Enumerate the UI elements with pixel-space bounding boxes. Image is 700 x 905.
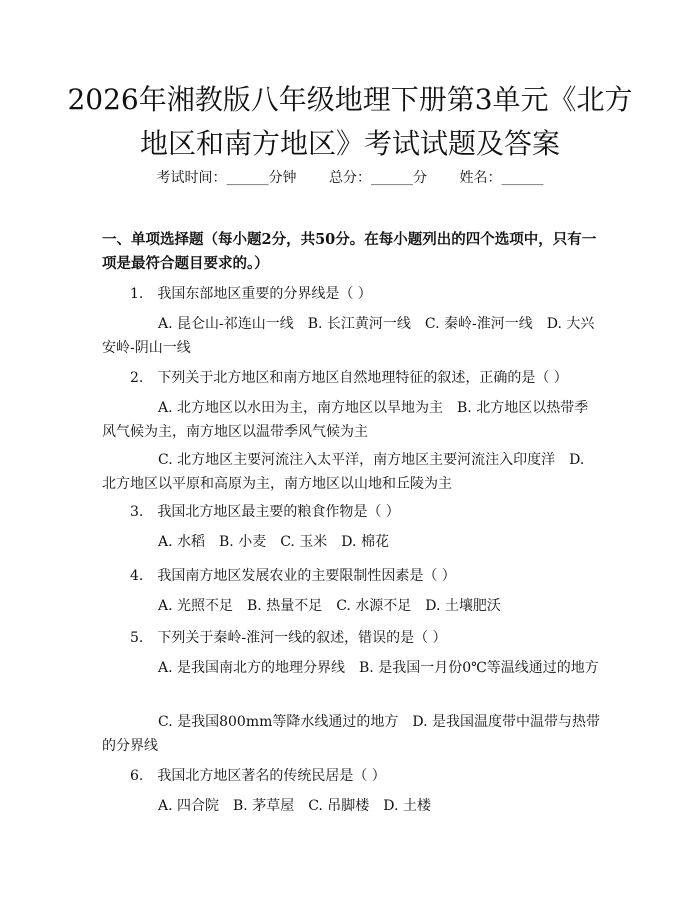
question-2-options-ab: A. 北方地区以水田为主，南方地区以旱地为主 B. 北方地区以热带季风气候为主，南方地区以温带季风气候为主: [102, 400, 589, 440]
question-3-stem: 3. 我国北方地区最主要的粮食作物是（ ）: [130, 504, 400, 520]
exam-time: 考试时间：______分钟: [156, 170, 297, 186]
question-6-options: A. 四合院 B. 茅草屋 C. 吊脚楼 D. 土楼: [158, 798, 431, 814]
question-1-stem: 1. 我国东部地区重要的分界线是（ ）: [130, 286, 372, 302]
question-3-options: A. 水稻 B. 小麦 C. 玉米 D. 棉花: [158, 534, 389, 550]
question-6-stem: 6. 我国北方地区著名的传统民居是（ ）: [130, 768, 386, 784]
question-5-options-cd: C. 是我国800mm等降水线通过的地方 D. 是我国温度带中温带与热带的分界线: [102, 714, 601, 754]
question-2-stem: 2. 下列关于北方地区和南方地区自然地理特征的叙述，正确的是（ ）: [130, 370, 568, 386]
question-1-options: A. 昆仑山-祁连山一线 B. 长江黄河一线 C. 秦岭-淮河一线 D. 大兴安岭-阴山一线: [102, 316, 595, 356]
section-heading: 一、单项选择题（每小题2分，共50分。在每小题列出的四个选项中，只有一项是最符合题目要求的。）: [102, 231, 597, 272]
document-title: 2026年湘教版八年级地理下册第3单元《北方地区和南方地区》考试试题及答案: [67, 83, 633, 160]
total-score: 总分：______分: [329, 170, 427, 186]
question-4-options: A. 光照不足 B. 热量不足 C. 水源不足 D. 土壤肥沃: [158, 598, 501, 614]
student-name: 姓名：______: [459, 170, 544, 186]
exam-info-line: [0, 168, 700, 188]
question-2-options-cd: C. 北方地区主要河流注入太平洋，南方地区主要河流注入印度洋 D. 北方地区以平原和高原为主，南方地区以山地和丘陵为主: [102, 452, 585, 492]
question-4-stem: 4. 我国南方地区发展农业的主要限制性因素是（ ）: [130, 568, 456, 584]
question-5-stem: 5. 下列关于秦岭-淮河一线的叙述，错误的是（ ）: [130, 630, 447, 646]
question-5-options-ab: A. 是我国南北方的地理分界线 B. 是我国一月份0℃等温线通过的地方: [158, 660, 599, 676]
